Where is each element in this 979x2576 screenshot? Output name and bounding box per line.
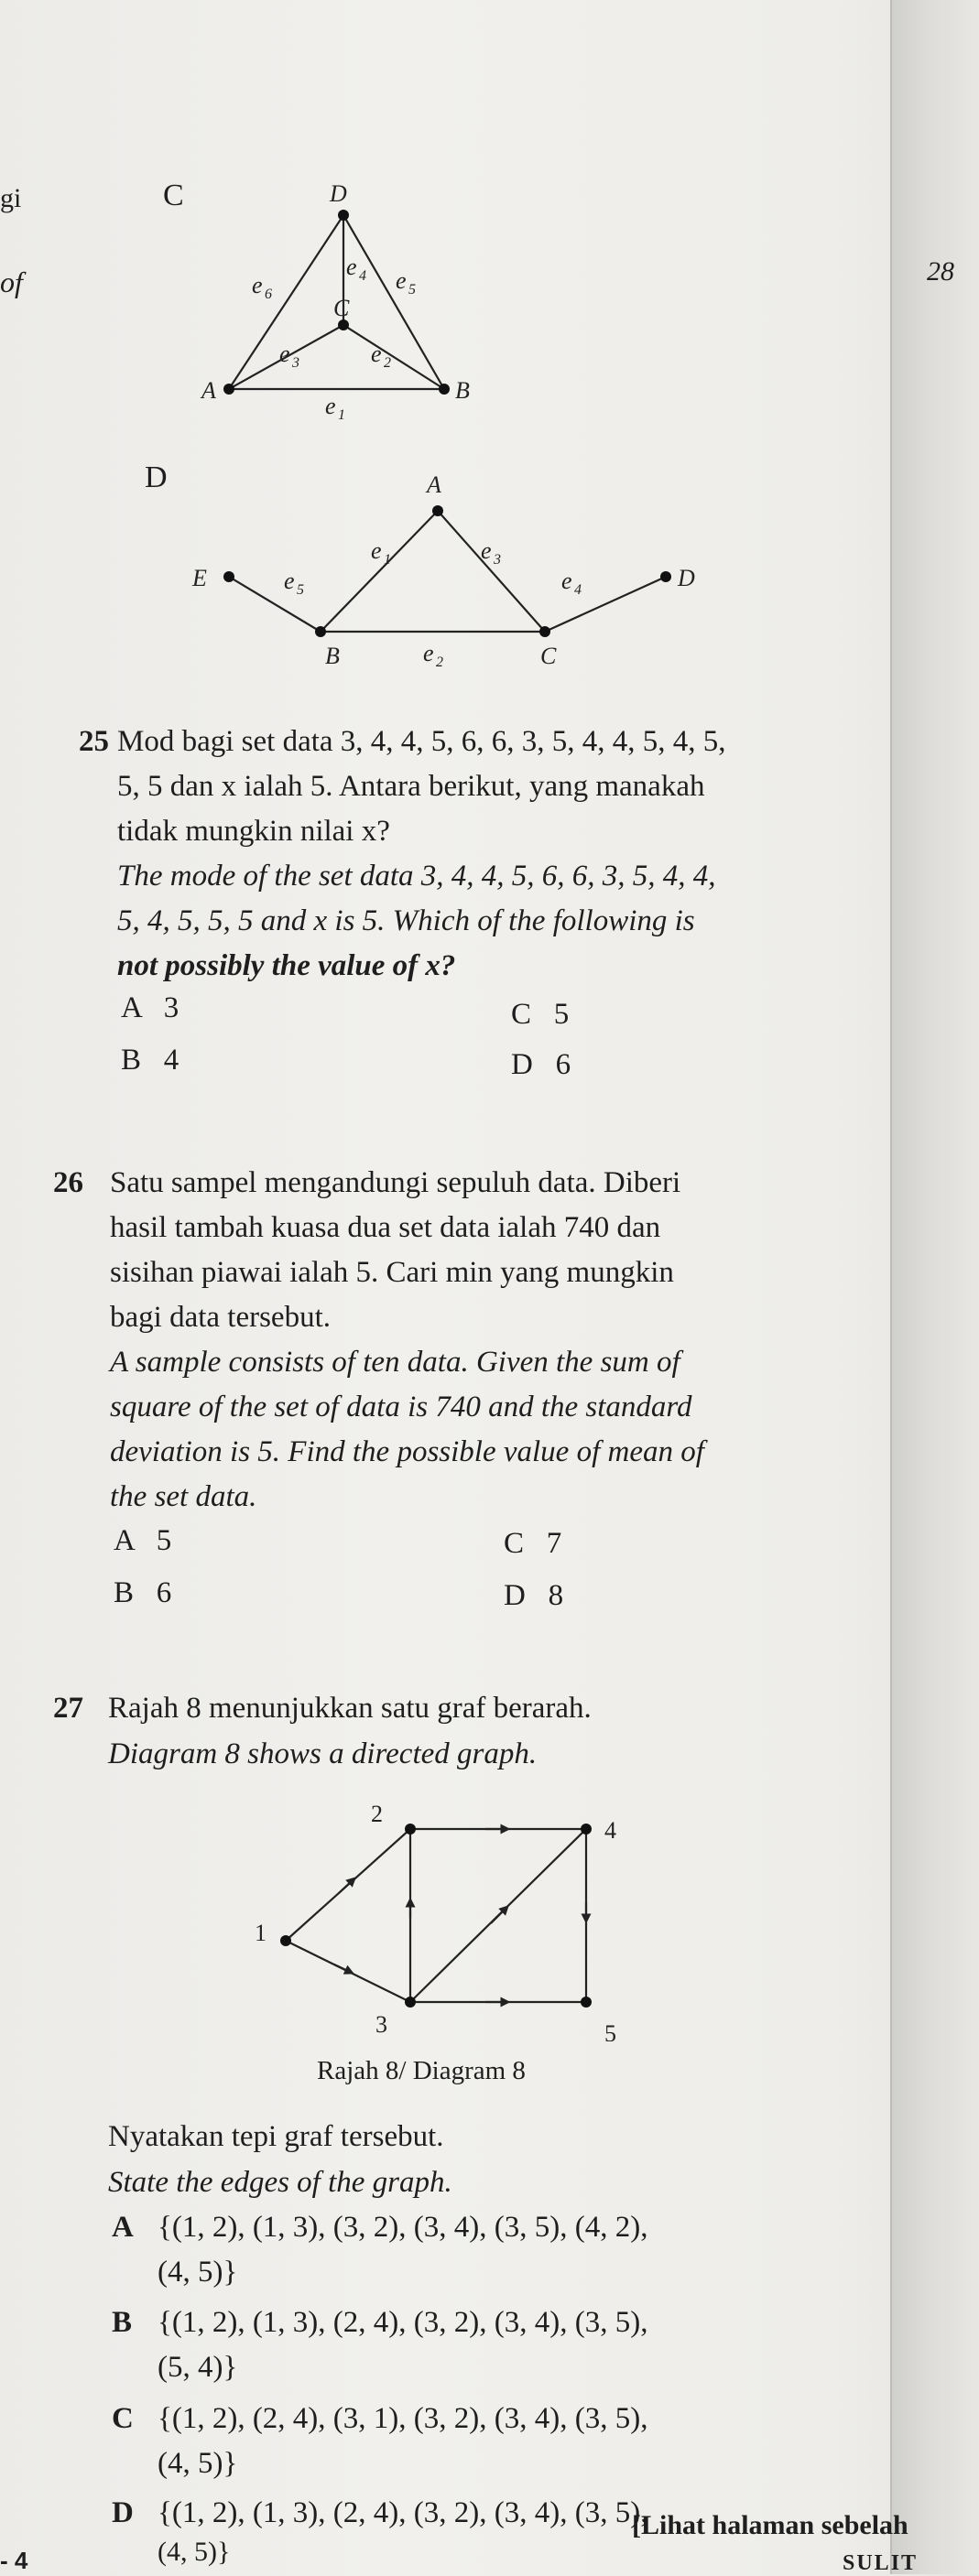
q26-option-a[interactable]: A 5 (114, 1524, 172, 1557)
q25-option-a[interactable]: A 3 (121, 991, 179, 1024)
q27-option-c-line-2[interactable]: (4, 5)} (158, 2447, 238, 2480)
q27-prompt-malay: Nyatakan tepi graf tersebut. (108, 2120, 444, 2153)
graph-d-edge-e4: e (561, 568, 572, 594)
graph-c-vertex-c: C (333, 295, 350, 321)
graph-c-vertex-d: D (330, 180, 347, 207)
diagram-8-vertex-5: 5 (604, 2020, 616, 2041)
graph-d-vertex-c: C (540, 643, 557, 669)
q27-option-b-line-1[interactable]: {(1, 2), (1, 3), (2, 4), (3, 2), (3, 4), (3, 5), (158, 2306, 648, 2339)
q26-malay-line-2: hasil tambah kuasa dua set data ialah 740 dan (110, 1211, 661, 1244)
q26-option-b[interactable]: B 6 (114, 1576, 172, 1609)
q27-prompt-english: State the edges of the graph. (108, 2166, 452, 2199)
q27-option-a-line-1[interactable]: {(1, 2), (1, 3), (3, 2), (3, 4), (3, 5), (4, 2), (158, 2211, 648, 2244)
q27-english: Diagram 8 shows a directed graph. (108, 1737, 538, 1770)
graph-c-edge-e5: e (396, 267, 407, 294)
q25-malay-line-3: tidak mungkin nilai x? (117, 815, 390, 848)
q25-english-line-1: The mode of the set data 3, 4, 4, 5, 6, 6, 3, 5, 4, 4, (117, 860, 716, 893)
q26-english-line-1: A sample consists of ten data. Given the sum of (110, 1346, 680, 1379)
q26-number: 26 (53, 1166, 83, 1199)
graph-d-edge-e2: e (423, 640, 434, 666)
next-page-note: [Lihat halaman sebelah (632, 2510, 908, 2540)
q26-option-c[interactable]: C 7 (504, 1527, 562, 1560)
q27-option-d-label[interactable]: D (112, 2496, 134, 2529)
q27-option-c-label[interactable]: C (112, 2402, 134, 2435)
svg-text:1: 1 (384, 552, 391, 568)
diagram-8-vertex-1: 1 (255, 1920, 267, 1946)
q27-option-a-line-2[interactable]: (4, 5)} (158, 2256, 238, 2289)
svg-text:5: 5 (297, 582, 304, 598)
q25-option-d[interactable]: D 6 (511, 1048, 571, 1081)
q27-option-c-line-1[interactable]: {(1, 2), (2, 4), (3, 1), (3, 2), (3, 4), (3, 5), (158, 2402, 648, 2435)
margin-fragment-top: gi (0, 183, 22, 213)
graph-d-option-label: D (145, 460, 168, 494)
q27-option-a-label[interactable]: A (112, 2211, 134, 2244)
svg-text:2: 2 (384, 355, 391, 371)
q25-option-c[interactable]: C 5 (511, 998, 570, 1031)
graph-d-edge-e5: e (284, 568, 295, 594)
q25-option-b[interactable]: B 4 (121, 1044, 179, 1077)
page-number-left: - 4 (0, 2547, 28, 2574)
graph-d-diagram (183, 458, 714, 677)
q27-option-b-label[interactable]: B (112, 2306, 133, 2339)
svg-text:6: 6 (265, 287, 272, 302)
graph-c-edge-e4: e (346, 254, 357, 280)
page-edge (890, 0, 979, 2574)
diagram-8-vertex-3: 3 (375, 2011, 387, 2038)
q27-option-d-line-2[interactable]: (4, 5)} (158, 2537, 231, 2567)
q26-malay-line-1: Satu sampel mengandungi sepuluh data. Diberi (110, 1166, 681, 1199)
q27-number: 27 (53, 1692, 83, 1725)
q25-number: 25 (79, 725, 109, 758)
diagram-8-directed-graph (220, 1785, 678, 2041)
q27-option-b-line-2[interactable]: (5, 4)} (158, 2351, 238, 2384)
q26-malay-line-3: sisihan piawai ialah 5. Cari min yang mungkin (110, 1256, 674, 1289)
q26-english-line-3: deviation is 5. Find the possible value of mean of (110, 1435, 704, 1468)
graph-c-diagram (183, 174, 495, 430)
graph-c-edge-e2: e (371, 341, 382, 367)
sulit-label: SULIT (843, 2551, 919, 2575)
svg-text:4: 4 (574, 582, 582, 598)
diagram-8-vertex-2: 2 (371, 1801, 383, 1827)
svg-text:1: 1 (338, 407, 345, 423)
graph-c-edge-e6: e (252, 272, 263, 298)
q26-english-line-4: the set data. (110, 1480, 257, 1513)
diagram-8-vertex-4: 4 (604, 1817, 616, 1844)
graph-d-vertex-a: A (427, 471, 441, 498)
svg-text:4: 4 (359, 268, 366, 284)
q25-english-line-3: not possibly the value of x? (117, 949, 456, 982)
graph-c-edge-e3: e (279, 341, 290, 367)
graph-c-vertex-a: A (201, 377, 216, 404)
graph-d-edge-e3: e (481, 537, 492, 564)
graph-c-option-label: C (163, 179, 184, 212)
graph-d-vertex-b: B (325, 643, 340, 669)
graph-c-vertex-b: B (455, 377, 470, 404)
svg-text:3: 3 (292, 355, 299, 371)
q25-malay-line-1: Mod bagi set data 3, 4, 4, 5, 6, 6, 3, 5, 4, 4, 5, 4, 5, (117, 725, 726, 758)
graph-d-edge-e1: e (371, 537, 382, 564)
page-mark: 28 (927, 256, 954, 287)
graph-d-vertex-e: E (192, 565, 207, 591)
q26-malay-line-4: bagi data tersebut. (110, 1301, 331, 1334)
diagram-8-caption: Rajah 8/ Diagram 8 (317, 2056, 526, 2085)
svg-text:5: 5 (408, 282, 416, 298)
q25-malay-line-2: 5, 5 dan x ialah 5. Antara berikut, yang manakah (117, 770, 705, 803)
margin-fragment-mid: of (0, 265, 23, 298)
svg-text:2: 2 (436, 655, 443, 670)
svg-text:3: 3 (494, 552, 501, 568)
graph-d-vertex-d: D (678, 565, 695, 591)
graph-c-edge-e1: e (325, 393, 336, 419)
q27-option-d-line-1[interactable]: {(1, 2), (1, 3), (2, 4), (3, 2), (3, 4), (3, 5), (158, 2496, 648, 2529)
q26-option-d[interactable]: D 8 (504, 1579, 564, 1612)
q25-english-line-2: 5, 4, 5, 5, 5 and x is 5. Which of the following is (117, 904, 695, 937)
q26-english-line-2: square of the set of data is 740 and the standard (110, 1391, 692, 1423)
q27-malay: Rajah 8 menunjukkan satu graf berarah. (108, 1692, 592, 1725)
